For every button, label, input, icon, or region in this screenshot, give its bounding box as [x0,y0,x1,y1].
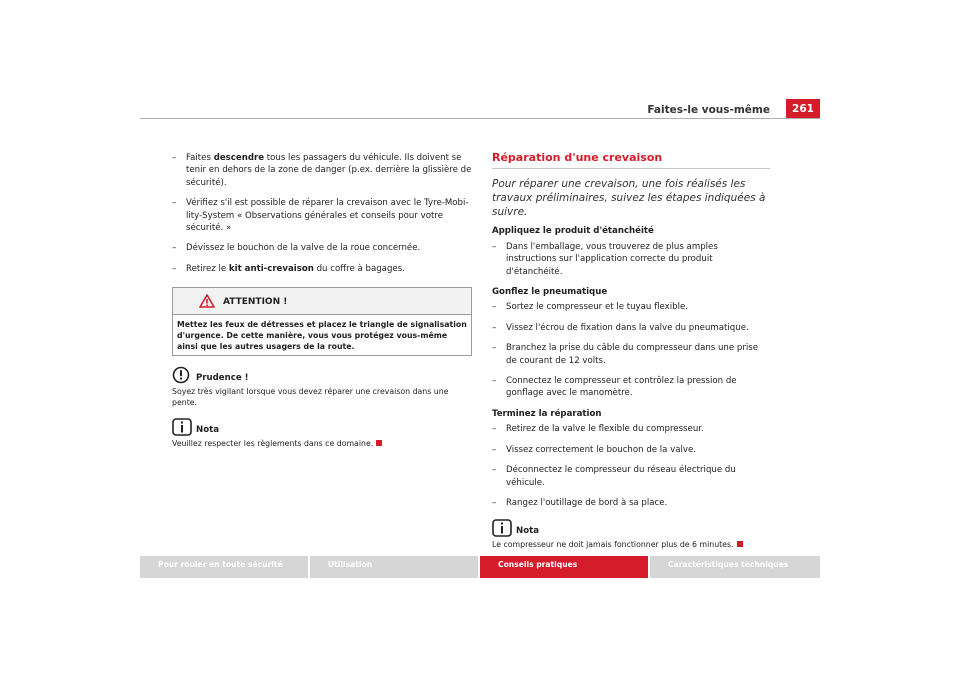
list-item [492,342,770,367]
dash-bullet: – [492,302,497,313]
header-rule [140,118,820,119]
item-text-post: tous les passagers du véhicule. Ils doivent se tenir en dehors de la zone de danger (p.ex. derrière la glissière de sécurité). [186,153,472,188]
prudence-text: Soyez très vigilant lorsque vous devez réparer une crevaison dans une pente. [172,387,449,408]
item-text: Déconnectez le compresseur du réseau électrique du véhicule. [506,465,736,488]
attention-title: ATTENTION ! [223,297,288,308]
nota-text: Le compresseur ne doit jamais fonctionner plus de 6 minutes. [492,540,734,550]
info-note-icon [492,519,512,537]
nota-header [492,519,770,537]
prudence-note [172,366,472,408]
list-item [172,242,472,254]
dash-bullet: – [492,424,497,435]
dash-bullet: – [492,497,497,508]
dash-bullet: – [492,343,497,354]
dash-bullet: – [492,376,497,387]
attention-text: Mettez les feux de détresses et placez le triangle de signalisation d'urgence. De cette manière, vous vous protégez vous-même ainsi que les autres usagers de la route. [177,320,467,352]
dash-bullet: – [492,241,497,252]
subheading: Appliquez le produit d'étanchéité [492,226,654,237]
attention-box [172,287,472,356]
item-text: Dévissez le bouchon de la valve de la roue concernée. [186,243,421,254]
item-text-pre: Faites [186,153,214,163]
list-item [172,263,472,275]
nota-note [172,418,472,449]
prudence-header [172,366,472,384]
left-column [172,152,472,449]
section-intro: Pour réparer une crevaison, une fois réalisés les travaux préliminaires, suivez les étapes indiquées à suivre. [492,178,766,219]
section-end-marker [376,440,382,446]
item-text-post: du coffre à bagages. [313,263,405,274]
list-item [492,444,770,456]
item-text-pre: Retirez le [186,263,229,274]
list-item [492,375,770,400]
list-item [172,197,472,234]
warning-triangle-icon [199,294,215,308]
nota-text: Veuillez respecter les règlements dans ce domaine. [172,439,374,449]
dash-bullet: – [492,322,497,333]
subheading: Gonflez le pneumatique [492,287,608,298]
attention-header [173,288,471,315]
section-title: Réparation d'une crevaison [492,152,770,169]
list-item [492,423,770,435]
page-header-title: Faites-le vous-même [647,104,770,116]
footer-tab-technical-data[interactable]: Caractéristiques techniques [650,556,820,578]
dash-bullet: – [492,444,497,455]
item-text-bold: kit anti-crevaison [228,263,314,274]
nota-note [492,519,770,550]
section-end-marker [737,541,743,547]
item-text: Rangez l'outillage de bord à sa place. [506,497,668,508]
page-number: 261 [786,99,820,119]
dash-bullet: – [172,153,177,163]
prudence-title: Prudence ! [196,373,249,384]
dash-bullet: – [172,198,177,209]
list-item [492,241,770,278]
subheading: Terminez la réparation [492,408,602,419]
footer-tab-practical-tips[interactable]: Conseils pratiques [480,556,648,578]
dash-bullet: – [492,465,497,476]
list-item [492,464,770,489]
item-text: Dans l'emballage, vous trouverez de plus amples instructions sur l'application correcte du produit d'étanchéité. [506,241,718,277]
item-text: Branchez la prise du câble du compresseur dans une prise de courant de 12 volts. [506,343,759,366]
item-text-bold: descendre [213,153,265,163]
info-note-icon [172,418,192,436]
footer-nav [140,556,820,578]
footer-tab-usage[interactable]: Utilisation [310,556,478,578]
footer-tab-safety[interactable]: Pour rouler en toute sécurité [140,556,308,578]
list-item [492,497,770,509]
nota-title: Nota [196,425,220,436]
right-column [492,152,770,550]
item-text: Vissez l'écrou de fixation dans la valve du pneumatique. [506,322,749,333]
nota-title: Nota [516,526,540,537]
dash-bullet: – [172,263,177,274]
item-text: Retirez de la valve le flexible du compresseur. [506,424,704,435]
exclamation-circle-icon [172,366,190,384]
nota-header [172,418,472,436]
list-item [492,301,770,313]
dash-bullet: – [172,243,177,254]
nota-text-line [172,438,472,449]
list-item [172,152,472,189]
item-text: Vérifiez s'il est possible de réparer la crevaison avec le Tyre-Mobility-System « Observations générales et conseils pour votre sécurité. » [186,198,469,234]
item-text: Sortez le compresseur et le tuyau flexible. [506,302,688,313]
list-item [492,322,770,334]
item-text: Vissez correctement le bouchon de la valve. [506,444,697,455]
nota-text-line [492,539,770,550]
item-text: Connectez le compresseur et contrôlez la pression de gonflage avec le manomètre. [506,376,737,399]
